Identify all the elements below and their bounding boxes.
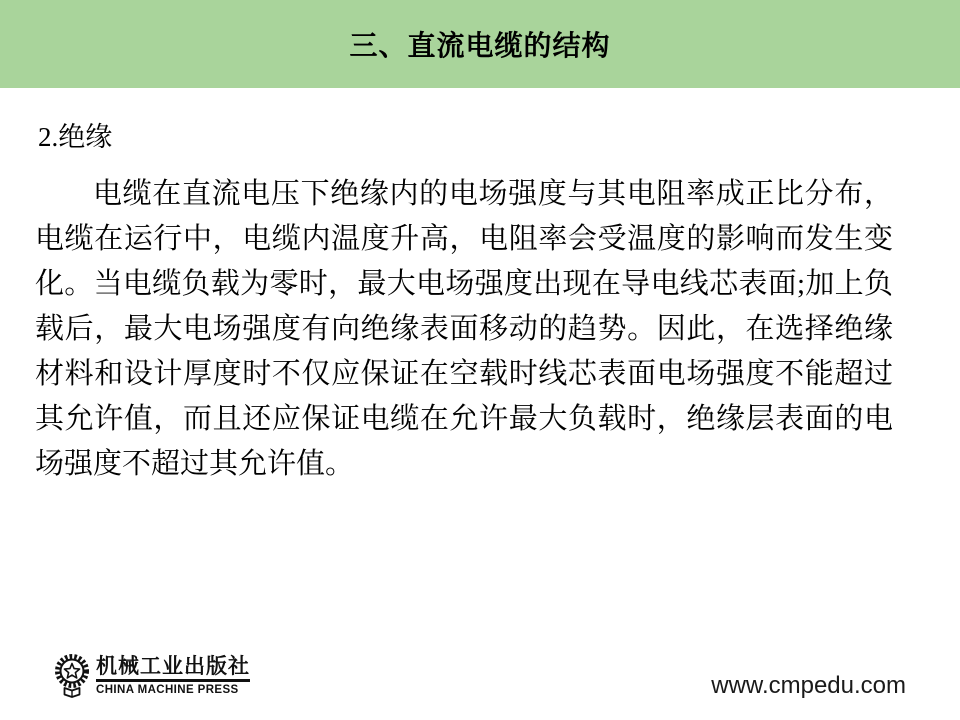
gear-star-book-icon [52,652,92,707]
publisher-text [96,655,250,697]
website-url: www.cmpedu.com [711,672,906,699]
section-heading: 2.绝缘 [38,122,113,152]
paragraph-line: 载后，最大电场强度有向绝缘表面移动的趋势。因此，在选择绝缘 [35,313,893,345]
publisher-logo [52,652,250,707]
slide-title: 三、直流电缆的结构 [349,29,611,62]
paragraph-line: 电缆在运行中，电缆内温度升高，电阻率会受温度的影响而发生变 [35,223,893,255]
body-paragraph [35,172,893,487]
paragraph-line: 化。当电缆负载为零时，最大电场强度出现在导电线芯表面;加上负 [35,268,893,300]
paragraph-line: 电缆在直流电压下绝缘内的电场强度与其电阻率成正比分布， [93,178,893,210]
publisher-name-en: CHINA MACHINE PRESS [96,684,239,696]
paragraph-line: 场强度不超过其允许值。 [35,448,355,480]
paragraph-line: 其允许值，而且还应保证电缆在允许最大负载时，绝缘层表面的电 [35,403,893,435]
paragraph-line: 材料和设计厚度时不仅应保证在空载时线芯表面电场强度不能超过 [35,358,893,390]
header-bar [0,0,960,88]
publisher-name-cn: 机械工业出版社 [96,655,250,682]
